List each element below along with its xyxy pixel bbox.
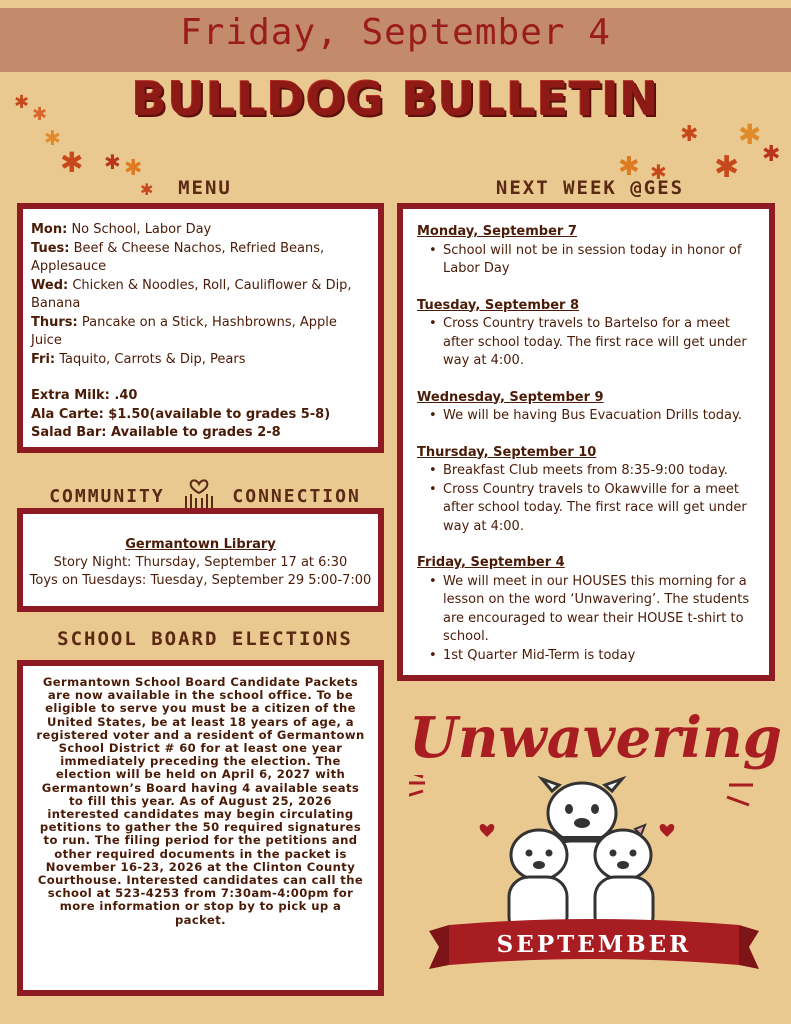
list-item: • 1st Quarter Mid-Term is today	[429, 647, 757, 666]
maple-leaf-icon: ✱	[714, 150, 740, 185]
board-heading: SCHOOL BOARD ELECTIONS	[57, 628, 353, 650]
community-heading	[30, 476, 380, 510]
day-block-thursday	[417, 444, 757, 537]
maple-leaf-icon: ✱	[650, 160, 667, 184]
day-block-tuesday	[417, 297, 757, 371]
day-block-friday	[417, 554, 757, 665]
month-ribbon-text: SEPTEMBER	[496, 931, 692, 958]
extra-milk: Extra Milk: .40	[31, 388, 138, 403]
menu-heading: MENU	[178, 177, 232, 199]
bulletin-title: BULLDOG BULLETIN	[131, 72, 660, 126]
unwavering-word: Unwavering	[409, 705, 782, 771]
maple-leaf-icon: ✱	[60, 146, 84, 179]
library-title: Germantown Library	[125, 537, 276, 552]
ala-carte: Ala Carte: $1.50(available to grades 5-8)	[31, 406, 331, 422]
community-panel	[17, 508, 384, 612]
maple-leaf-icon: ✱	[738, 118, 762, 151]
day-title: Monday, September 7	[417, 224, 577, 239]
unwavering-emblem	[409, 705, 782, 1005]
next-week-panel	[397, 203, 775, 681]
list-item: • We will be having Bus Evacuation Drills today.	[429, 407, 757, 426]
menu-item: Tues: Beef & Cheese Nachos, Refried Beans, Applesauce	[31, 240, 325, 274]
day-block-monday	[417, 223, 757, 279]
day-title: Thursday, September 10	[417, 444, 597, 460]
list-item: • Breakfast Club meets from 8:35-9:00 today.	[429, 462, 757, 481]
list-item: • School will not be in session today in honor of Labor Day	[429, 242, 757, 279]
list-item: • We will meet in our HOUSES this morning for a lesson on the word ‘Unwavering’. The students are encouraged to wear their HOUSE t-shirt to school.	[429, 573, 757, 647]
heart-hands-icon	[180, 476, 218, 510]
maple-leaf-icon: ✱	[124, 156, 143, 181]
maple-leaf-icon: ✱	[618, 152, 640, 182]
day-block-wednesday	[417, 389, 757, 426]
maple-leaf-icon: ✱	[104, 150, 121, 174]
maple-leaf-icon: ✱	[680, 122, 699, 147]
next-week-heading: NEXT WEEK @GES	[495, 177, 685, 199]
bulldog-family-icon	[409, 775, 779, 1005]
board-text: Germantown School Board Candidate Packets are now available in the school office. To be eligible to serve you must be a citizen of the United States, be at least 18 years of age, a registered voter and a resident of Germantown School District # 60 for at least one year immediately preceding the election. The election will be held on April 6, 2027 with Germantown’s Board having 4 available seats to fill this year. As of August 25, 2026 interested candidates may begin circulating petitions to gather the 50 required signatures to run. The filing period for the petitions and other required documents in the packet is November 16-23, 2026 at the Clinton County Courthouse. Interested candidates can call the school at 523-4253 from 7:30am-4:00pm for more information or stop by to pick up a packet.	[36, 675, 365, 927]
day-title: Friday, September 4	[417, 555, 565, 570]
community-heading-left: COMMUNITY	[49, 486, 165, 507]
maple-leaf-icon: ✱	[32, 104, 48, 125]
salad-bar: Salad Bar: Available to grades 2-8	[31, 425, 281, 440]
maple-leaf-icon: ✱	[140, 180, 154, 199]
day-title: Wednesday, September 9	[417, 389, 604, 405]
board-panel	[17, 660, 384, 996]
day-title: Tuesday, September 8	[417, 297, 580, 313]
library-event: Toys on Tuesdays: Tuesday, September 29 5:00-7:00	[29, 573, 372, 588]
maple-leaf-icon: ✱	[14, 92, 30, 113]
menu-item: Thurs: Pancake on a Stick, Hashbrowns, Apple Juice	[31, 314, 337, 348]
maple-leaf-icon: ✱	[762, 142, 781, 167]
list-item: • Cross Country travels to Bartelso for a meet after school today. The first race will get under way at 4:00.	[429, 315, 757, 371]
menu-item: Wed: Chicken & Noodles, Roll, Cauliflower & Dip, Banana	[31, 277, 352, 311]
date-text: Friday, September 4	[180, 12, 611, 53]
library-event: Story Night: Thursday, September 17 at 6:30	[53, 555, 348, 570]
menu-item: Mon: No School, Labor Day	[31, 222, 212, 237]
list-item: • Cross Country travels to Okawville for a meet after school today. The first race will get under way at 4:00.	[429, 481, 757, 537]
menu-panel	[17, 203, 384, 453]
community-heading-right: CONNECTION	[232, 486, 361, 507]
menu-item: Fri: Taquito, Carrots & Dip, Pears	[31, 351, 246, 367]
maple-leaf-icon: ✱	[44, 126, 61, 150]
